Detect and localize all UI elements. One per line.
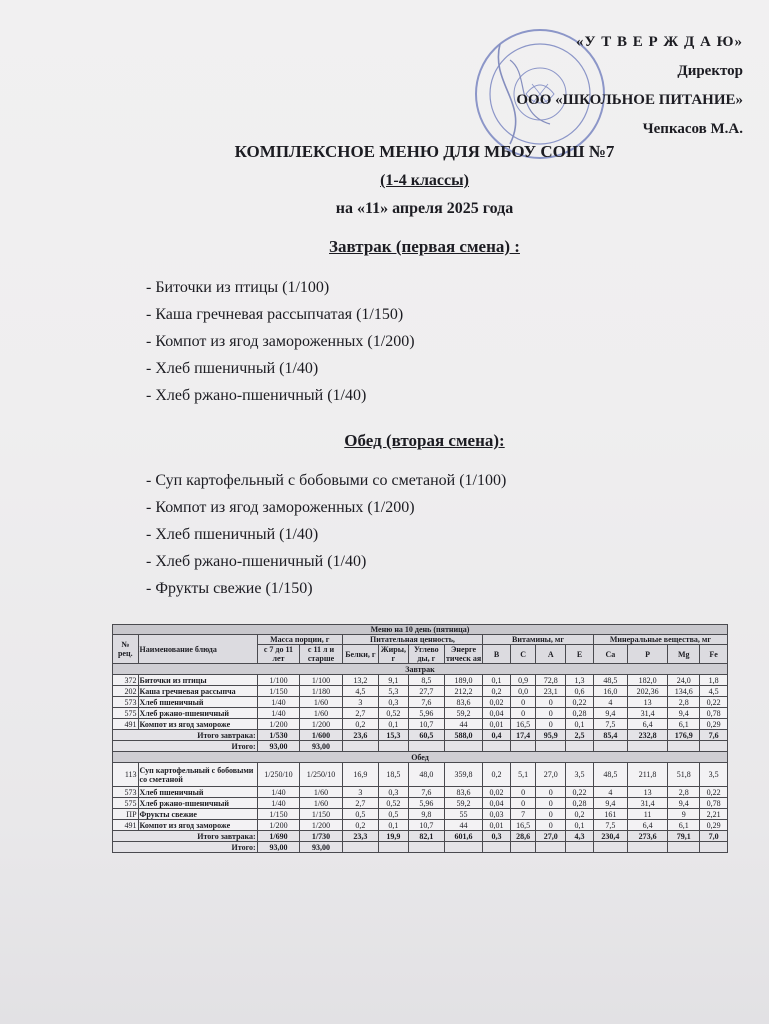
cell-a: 0 (536, 719, 566, 730)
cell-ca: 161 (593, 809, 627, 820)
empty-cell (510, 741, 536, 752)
cell-ph: 211,8 (627, 763, 667, 787)
col-fe: Fe (700, 645, 728, 664)
col-mg: Mg (668, 645, 700, 664)
cell-mg: 9 (668, 809, 700, 820)
total-m2: 93,00 (300, 842, 343, 853)
empty-cell (700, 842, 728, 853)
cell-c: 48,0 (408, 763, 444, 787)
cell-ve: 0,1 (566, 719, 594, 730)
empty-cell (408, 842, 444, 853)
col-rec: № рец. (113, 635, 139, 664)
recipe-code: 491 (113, 719, 139, 730)
lunch-section-label: Обед (113, 752, 728, 763)
total-b: 0,4 (483, 730, 511, 741)
dish-name: Фрукты свежие (138, 809, 257, 820)
cell-fe: 0,22 (700, 787, 728, 798)
empty-cell (536, 741, 566, 752)
cell-ph: 6,4 (627, 719, 667, 730)
recipe-code: 575 (113, 798, 139, 809)
list-item: - Фрукты свежие (1/150) (146, 580, 313, 597)
cell-ph: 13 (627, 697, 667, 708)
total-p: 23,3 (342, 831, 378, 842)
breakfast-list (146, 274, 415, 409)
list-item: - Хлеб пшеничный (1/40) (146, 526, 319, 543)
recipe-code: 491 (113, 820, 139, 831)
col-name: Наименование блюда (138, 635, 257, 664)
breakfast-heading: Завтрак (первая смена) : (329, 237, 520, 256)
total-row (113, 842, 728, 853)
cell-a: 0 (536, 787, 566, 798)
cell-c: 7,6 (408, 697, 444, 708)
cell-vc: 16,5 (510, 719, 536, 730)
cell-vc: 0 (510, 787, 536, 798)
cell-m2: 1/200 (300, 820, 343, 831)
cell-vc: 0 (510, 697, 536, 708)
nutrition-table (112, 624, 728, 853)
cell-ca: 4 (593, 787, 627, 798)
total-label: Итого: (113, 741, 258, 752)
cell-b: 0,02 (483, 697, 511, 708)
cell-f: 0,3 (378, 787, 408, 798)
cell-m2: 1/60 (300, 787, 343, 798)
total-vc: 17,4 (510, 730, 536, 741)
cell-m2: 1/60 (300, 798, 343, 809)
cell-vc: 16,5 (510, 820, 536, 831)
cell-c: 10,7 (408, 719, 444, 730)
cell-fe: 0,78 (700, 798, 728, 809)
approval-block (413, 28, 743, 144)
cell-p: 3 (342, 787, 378, 798)
col-vit-b: B (483, 645, 511, 664)
cell-vc: 0,0 (510, 686, 536, 697)
total-e: 588,0 (444, 730, 482, 741)
cell-fe: 0,22 (700, 697, 728, 708)
cell-ca: 9,4 (593, 798, 627, 809)
cell-c: 7,6 (408, 787, 444, 798)
cell-vc: 0 (510, 798, 536, 809)
cell-ve: 3,5 (566, 763, 594, 787)
cell-m2: 1/100 (300, 675, 343, 686)
cell-fe: 0,78 (700, 708, 728, 719)
total-mg: 176,9 (668, 730, 700, 741)
total-c: 60,5 (408, 730, 444, 741)
cell-m1: 1/150 (257, 809, 300, 820)
cell-m2: 1/250/10 (300, 763, 343, 787)
cell-f: 0,52 (378, 798, 408, 809)
cell-a: 0 (536, 820, 566, 831)
empty-cell (627, 741, 667, 752)
cell-e: 44 (444, 719, 482, 730)
total-m2: 1/730 (300, 831, 343, 842)
cell-fe: 2,21 (700, 809, 728, 820)
list-item: - Хлеб ржано-пшеничный (1/40) (146, 387, 367, 404)
total-f: 15,3 (378, 730, 408, 741)
cell-b: 0,2 (483, 763, 511, 787)
cell-p: 13,2 (342, 675, 378, 686)
col-p: P (627, 645, 667, 664)
cell-m2: 1/180 (300, 686, 343, 697)
recipe-code: 202 (113, 686, 139, 697)
cell-a: 0 (536, 798, 566, 809)
cell-e: 59,2 (444, 798, 482, 809)
cell-c: 27,7 (408, 686, 444, 697)
total-ph: 273,6 (627, 831, 667, 842)
cell-e: 59,2 (444, 708, 482, 719)
cell-ca: 4 (593, 697, 627, 708)
cell-m1: 1/150 (257, 686, 300, 697)
total-p: 23,6 (342, 730, 378, 741)
empty-cell (378, 842, 408, 853)
col-minerals: Минеральные вещества, мг (593, 635, 727, 645)
cell-ve: 0,28 (566, 798, 594, 809)
cell-p: 2,7 (342, 798, 378, 809)
empty-cell (593, 741, 627, 752)
table-row (113, 675, 728, 686)
table-row (113, 763, 728, 787)
col-carbs: Углево ды, г (408, 645, 444, 664)
total-fe: 7,6 (700, 730, 728, 741)
cell-p: 0,2 (342, 820, 378, 831)
cell-mg: 2,8 (668, 697, 700, 708)
recipe-code: ПР (113, 809, 139, 820)
list-item: - Суп картофельный с бобовыми со сметаной (1/100) (146, 472, 507, 489)
cell-ph: 31,4 (627, 798, 667, 809)
cell-a: 0 (536, 809, 566, 820)
cell-ve: 0,22 (566, 787, 594, 798)
total-ve: 4,3 (566, 831, 594, 842)
total-label: Итого завтрака: (113, 730, 258, 741)
total-e: 601,6 (444, 831, 482, 842)
cell-mg: 134,6 (668, 686, 700, 697)
cell-e: 83,6 (444, 697, 482, 708)
list-item: - Хлеб пшеничный (1/40) (146, 360, 319, 377)
cell-ph: 6,4 (627, 820, 667, 831)
lunch-heading: Обед (вторая смена): (344, 431, 505, 450)
total-mg: 79,1 (668, 831, 700, 842)
approval-company: ООО «ШКОЛЬНОЕ ПИТАНИЕ» (516, 92, 743, 108)
empty-cell (536, 842, 566, 853)
cell-vc: 0 (510, 708, 536, 719)
total-ca: 230,4 (593, 831, 627, 842)
cell-c: 5,96 (408, 708, 444, 719)
empty-cell (593, 842, 627, 853)
table-body (113, 664, 728, 853)
empty-cell (444, 741, 482, 752)
total-ve: 2,5 (566, 730, 594, 741)
cell-ph: 31,4 (627, 708, 667, 719)
col-vitamins: Витамины, мг (483, 635, 594, 645)
col-energy: Энерге тическ ая (445, 645, 482, 663)
col-vit-c: C (510, 645, 536, 664)
cell-e: 83,6 (444, 787, 482, 798)
cell-f: 0,5 (378, 809, 408, 820)
cell-ca: 7,5 (593, 820, 627, 831)
cell-ve: 1,3 (566, 675, 594, 686)
cell-f: 0,3 (378, 697, 408, 708)
col-fat: Жиры, г (378, 645, 408, 664)
cell-vc: 7 (510, 809, 536, 820)
cell-p: 3 (342, 697, 378, 708)
approval-title: «У Т В Е Р Ж Д А Ю» (575, 34, 743, 50)
table-row (113, 708, 728, 719)
col-mass-a: с 7 до 11 лет (257, 645, 300, 664)
cell-m1: 1/100 (257, 675, 300, 686)
cell-m1: 1/40 (257, 697, 300, 708)
empty-cell (408, 741, 444, 752)
approval-signatory: Чепкасов М.А. (642, 121, 743, 137)
cell-c: 5,96 (408, 798, 444, 809)
list-item: - Каша гречневая рассыпчатая (1/150) (146, 306, 404, 323)
cell-mg: 2,8 (668, 787, 700, 798)
dish-name: Компот из ягод замороже (138, 719, 257, 730)
cell-e: 55 (444, 809, 482, 820)
cell-m2: 1/60 (300, 708, 343, 719)
cell-mg: 24,0 (668, 675, 700, 686)
recipe-code: 113 (113, 763, 139, 787)
recipe-code: 575 (113, 708, 139, 719)
cell-m1: 1/40 (257, 798, 300, 809)
cell-ve: 0,6 (566, 686, 594, 697)
cell-a: 72,8 (536, 675, 566, 686)
empty-cell (627, 842, 667, 853)
cell-c: 8,5 (408, 675, 444, 686)
cell-ve: 0,2 (566, 809, 594, 820)
total-ph: 232,8 (627, 730, 667, 741)
table-row (113, 686, 728, 697)
cell-p: 4,5 (342, 686, 378, 697)
col-vit-e: E (566, 645, 594, 664)
total-m1: 1/530 (257, 730, 300, 741)
table-title: Меню на 10 день (пятница) (113, 625, 728, 635)
cell-ph: 11 (627, 809, 667, 820)
cell-m1: 1/40 (257, 787, 300, 798)
cell-p: 16,9 (342, 763, 378, 787)
total-f: 19,9 (378, 831, 408, 842)
cell-f: 9,1 (378, 675, 408, 686)
total-m2: 1/600 (300, 730, 343, 741)
cell-a: 27,0 (536, 763, 566, 787)
grades-subtitle: (1-4 классы) (380, 172, 469, 189)
total-c: 82,1 (408, 831, 444, 842)
cell-p: 0,5 (342, 809, 378, 820)
table-row (113, 697, 728, 708)
empty-cell (444, 842, 482, 853)
total-ca: 85,4 (593, 730, 627, 741)
approval-position: Директор (677, 63, 743, 79)
total-label: Итого: (113, 842, 258, 853)
dish-name: Хлеб ржано-пшеничный (138, 708, 257, 719)
list-item: - Компот из ягод замороженных (1/200) (146, 333, 415, 350)
cell-p: 2,7 (342, 708, 378, 719)
total-row (113, 831, 728, 842)
cell-m1: 1/200 (257, 820, 300, 831)
cell-ve: 0,1 (566, 820, 594, 831)
empty-cell (566, 842, 594, 853)
recipe-code: 372 (113, 675, 139, 686)
list-item: - Компот из ягод замороженных (1/200) (146, 499, 415, 516)
empty-cell (700, 741, 728, 752)
cell-fe: 3,5 (700, 763, 728, 787)
cell-m1: 1/250/10 (257, 763, 300, 787)
cell-f: 0,52 (378, 708, 408, 719)
total-row (113, 730, 728, 741)
list-item: - Хлеб ржано-пшеничный (1/40) (146, 553, 367, 570)
cell-mg: 6,1 (668, 820, 700, 831)
total-b: 0,3 (483, 831, 511, 842)
col-vit-a: A (536, 645, 566, 664)
recipe-code: 573 (113, 787, 139, 798)
cell-vc: 0,9 (510, 675, 536, 686)
cell-f: 5,3 (378, 686, 408, 697)
list-item: - Биточки из птицы (1/100) (146, 279, 330, 296)
empty-cell (566, 741, 594, 752)
cell-e: 189,0 (444, 675, 482, 686)
cell-f: 0,1 (378, 820, 408, 831)
cell-c: 9,8 (408, 809, 444, 820)
total-fe: 7,0 (700, 831, 728, 842)
dish-name: Компот из ягод замороже (138, 820, 257, 831)
col-mass-b: с 11 л и старше (300, 645, 343, 664)
lunch-list (146, 467, 506, 602)
total-m1: 93,00 (257, 741, 300, 752)
cell-mg: 6,1 (668, 719, 700, 730)
total-m1: 1/690 (257, 831, 300, 842)
menu-date: на «11» апреля 2025 года (335, 200, 514, 217)
empty-cell (342, 741, 378, 752)
cell-ca: 48,5 (593, 675, 627, 686)
total-vc: 28,6 (510, 831, 536, 842)
total-row (113, 741, 728, 752)
cell-ph: 182,0 (627, 675, 667, 686)
cell-vc: 5,1 (510, 763, 536, 787)
total-label: Итого завтрака: (113, 831, 258, 842)
cell-b: 0,04 (483, 798, 511, 809)
cell-a: 23,1 (536, 686, 566, 697)
cell-mg: 9,4 (668, 708, 700, 719)
page-title: КОМПЛЕКСНОЕ МЕНЮ ДЛЯ МБОУ СОШ №7 (234, 142, 615, 161)
cell-m2: 1/200 (300, 719, 343, 730)
cell-b: 0,01 (483, 719, 511, 730)
empty-cell (342, 842, 378, 853)
total-m2: 93,00 (300, 741, 343, 752)
dish-name: Биточки из птицы (138, 675, 257, 686)
document-header (0, 142, 769, 218)
cell-mg: 51,8 (668, 763, 700, 787)
cell-ph: 202,36 (627, 686, 667, 697)
cell-e: 359,8 (444, 763, 482, 787)
col-ca: Ca (593, 645, 627, 664)
cell-a: 0 (536, 697, 566, 708)
cell-e: 212,2 (444, 686, 482, 697)
col-protein: Белки, г (342, 645, 378, 664)
cell-fe: 0,29 (700, 820, 728, 831)
cell-m2: 1/150 (300, 809, 343, 820)
empty-cell (668, 842, 700, 853)
cell-ca: 16,0 (593, 686, 627, 697)
cell-fe: 4,5 (700, 686, 728, 697)
col-mass: Масса порции, г (257, 635, 342, 645)
dish-name: Хлеб пшеничный (138, 697, 257, 708)
table-row (113, 798, 728, 809)
cell-mg: 9,4 (668, 798, 700, 809)
table-row (113, 809, 728, 820)
total-a: 95,9 (536, 730, 566, 741)
table-row (113, 787, 728, 798)
cell-m2: 1/60 (300, 697, 343, 708)
cell-a: 0 (536, 708, 566, 719)
cell-c: 10,7 (408, 820, 444, 831)
cell-fe: 1,8 (700, 675, 728, 686)
dish-name: Суп картофельный с бобовыми со сметаной (138, 763, 257, 787)
breakfast-section-label: Завтрак (113, 664, 728, 675)
empty-cell (483, 741, 511, 752)
dish-name: Хлеб пшеничный (138, 787, 257, 798)
empty-cell (378, 741, 408, 752)
table-row (113, 719, 728, 730)
col-nutrition: Питательная ценность, (342, 635, 482, 645)
cell-f: 18,5 (378, 763, 408, 787)
cell-b: 0,03 (483, 809, 511, 820)
cell-e: 44 (444, 820, 482, 831)
cell-b: 0,1 (483, 675, 511, 686)
cell-fe: 0,29 (700, 719, 728, 730)
empty-cell (668, 741, 700, 752)
cell-m1: 1/200 (257, 719, 300, 730)
nutrition-table-wrap (112, 624, 728, 853)
cell-b: 0,01 (483, 820, 511, 831)
cell-b: 0,02 (483, 787, 511, 798)
cell-p: 0,2 (342, 719, 378, 730)
cell-ve: 0,28 (566, 708, 594, 719)
empty-cell (483, 842, 511, 853)
cell-ph: 13 (627, 787, 667, 798)
cell-f: 0,1 (378, 719, 408, 730)
cell-ca: 48,5 (593, 763, 627, 787)
cell-b: 0,04 (483, 708, 511, 719)
cell-ca: 9,4 (593, 708, 627, 719)
cell-b: 0,2 (483, 686, 511, 697)
dish-name: Хлеб ржано-пшеничный (138, 798, 257, 809)
recipe-code: 573 (113, 697, 139, 708)
cell-ve: 0,22 (566, 697, 594, 708)
table-row (113, 820, 728, 831)
empty-cell (510, 842, 536, 853)
dish-name: Каша гречневая рассыпча (138, 686, 257, 697)
cell-ca: 7,5 (593, 719, 627, 730)
total-m1: 93,00 (257, 842, 300, 853)
total-a: 27,0 (536, 831, 566, 842)
cell-m1: 1/40 (257, 708, 300, 719)
